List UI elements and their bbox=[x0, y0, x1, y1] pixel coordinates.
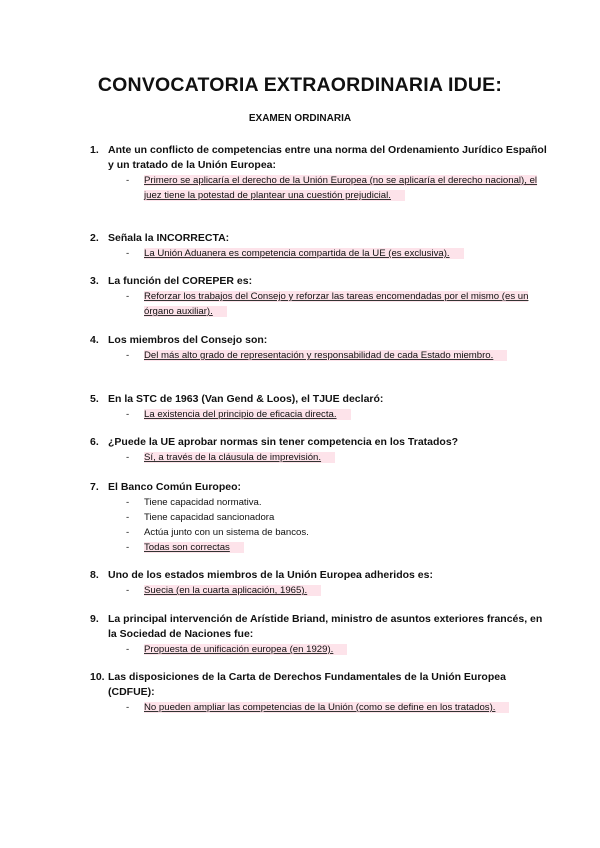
question-number: 10. bbox=[90, 671, 105, 683]
dash-bullet: - bbox=[126, 350, 130, 361]
question-item bbox=[90, 480, 550, 555]
dash-bullet: - bbox=[126, 452, 130, 463]
answer-text: Reforzar los trabajos del Consejo y reforzar las tareas encomendadas por el mismo (es un órgano auxiliar). bbox=[144, 291, 529, 317]
question-title bbox=[90, 568, 550, 583]
dash-bullet: - bbox=[126, 248, 130, 259]
question-item bbox=[90, 333, 550, 363]
dash-bullet: - bbox=[126, 702, 130, 713]
question-title bbox=[90, 612, 550, 642]
answer-text: Tiene capacidad sancionadora bbox=[144, 512, 275, 523]
answer-text: Propuesta de unificación europea (en 1929). bbox=[144, 644, 347, 655]
question-number: 5. bbox=[90, 393, 99, 405]
dash-bullet: - bbox=[126, 542, 130, 553]
document-title: CONVOCATORIA EXTRAORDINARIA IDUE: bbox=[97, 74, 503, 96]
question-title bbox=[90, 435, 550, 450]
question-item bbox=[90, 435, 550, 465]
answer-correct bbox=[90, 407, 550, 422]
question-number: 1. bbox=[90, 144, 99, 156]
answer-option bbox=[90, 510, 550, 525]
answer-correct bbox=[90, 642, 550, 657]
answer-correct bbox=[90, 246, 550, 261]
question-title bbox=[90, 670, 550, 700]
question-title bbox=[90, 231, 550, 246]
question-number: 8. bbox=[90, 569, 99, 581]
dash-bullet: - bbox=[126, 409, 130, 420]
question-text: Señala la INCORRECTA: bbox=[108, 232, 230, 244]
answer-option bbox=[90, 495, 550, 510]
question-text: En la STC de 1963 (Van Gend & Loos), el TJUE declaró: bbox=[108, 393, 384, 405]
answer-text: Suecia (en la cuarta aplicación, 1965). bbox=[144, 585, 321, 596]
question-text: Los miembros del Consejo son: bbox=[108, 334, 268, 346]
answer-correct bbox=[90, 583, 550, 598]
question-number: 7. bbox=[90, 481, 99, 493]
question-text: Ante un conflicto de competencias entre una norma del Ordenamiento Jurídico Español y un tratado de la Unión Europea: bbox=[108, 144, 547, 171]
question-text: El Banco Común Europeo: bbox=[108, 481, 242, 493]
answer-text: Tiene capacidad normativa. bbox=[144, 497, 262, 508]
question-text: La principal intervención de Arístide Briand, ministro de asuntos exteriores francés, en la Sociedad de Naciones fue: bbox=[108, 613, 543, 640]
answer-text: La existencia del principio de eficacia directa. bbox=[144, 409, 351, 420]
question-title bbox=[90, 274, 550, 289]
answer-correct bbox=[90, 450, 550, 465]
question-text: Uno de los estados miembros de la Unión Europea adheridos es: bbox=[108, 569, 433, 581]
question-item bbox=[90, 392, 550, 422]
question-text: ¿Puede la UE aprobar normas sin tener competencia en los Tratados? bbox=[108, 436, 459, 448]
question-number: 4. bbox=[90, 334, 99, 346]
answer-text: Del más alto grado de representación y responsabilidad de cada Estado miembro. bbox=[144, 350, 507, 361]
question-item bbox=[90, 231, 550, 261]
dash-bullet: - bbox=[126, 585, 130, 596]
question-item bbox=[90, 143, 550, 203]
dash-bullet: - bbox=[126, 512, 130, 523]
question-number: 3. bbox=[90, 275, 99, 287]
document-subtitle: EXAMEN ORDINARIA bbox=[248, 113, 352, 124]
question-number: 9. bbox=[90, 613, 99, 625]
dash-bullet: - bbox=[126, 497, 130, 508]
question-item bbox=[90, 568, 550, 598]
dash-bullet: - bbox=[126, 527, 130, 538]
answer-correct bbox=[90, 289, 550, 319]
question-item bbox=[90, 274, 550, 319]
dash-bullet: - bbox=[126, 175, 130, 186]
answer-text: No pueden ampliar las competencias de la Unión (como se define en los tratados). bbox=[144, 702, 509, 713]
question-number: 2. bbox=[90, 232, 99, 244]
question-title bbox=[90, 392, 550, 407]
question-title bbox=[90, 143, 550, 173]
question-item bbox=[90, 612, 550, 657]
question-item bbox=[90, 670, 550, 715]
answer-correct bbox=[90, 173, 550, 203]
question-text: Las disposiciones de la Carta de Derechos Fundamentales de la Unión Europea (CDFUE): bbox=[108, 671, 506, 698]
question-number: 6. bbox=[90, 436, 99, 448]
dash-bullet: - bbox=[126, 644, 130, 655]
answer-option bbox=[90, 525, 550, 540]
question-title bbox=[90, 480, 550, 495]
answer-correct bbox=[90, 540, 550, 555]
answer-text: Actúa junto con un sistema de bancos. bbox=[144, 527, 309, 538]
answer-text: Todas son correctas bbox=[144, 542, 244, 553]
answer-correct bbox=[90, 348, 550, 363]
answer-correct bbox=[90, 700, 550, 715]
dash-bullet: - bbox=[126, 291, 130, 302]
question-title bbox=[90, 333, 550, 348]
question-text: La función del COREPER es: bbox=[108, 275, 253, 287]
answer-text: Sí, a través de la cláusula de imprevisión. bbox=[144, 452, 335, 463]
answer-text: Primero se aplicaría el derecho de la Unión Europea (no se aplicaría el derecho nacional), el juez tiene la potestad de plantear una cuestión prejudicial. bbox=[144, 175, 538, 201]
answer-text: La Unión Aduanera es competencia compartida de la UE (es exclusiva). bbox=[144, 248, 464, 259]
